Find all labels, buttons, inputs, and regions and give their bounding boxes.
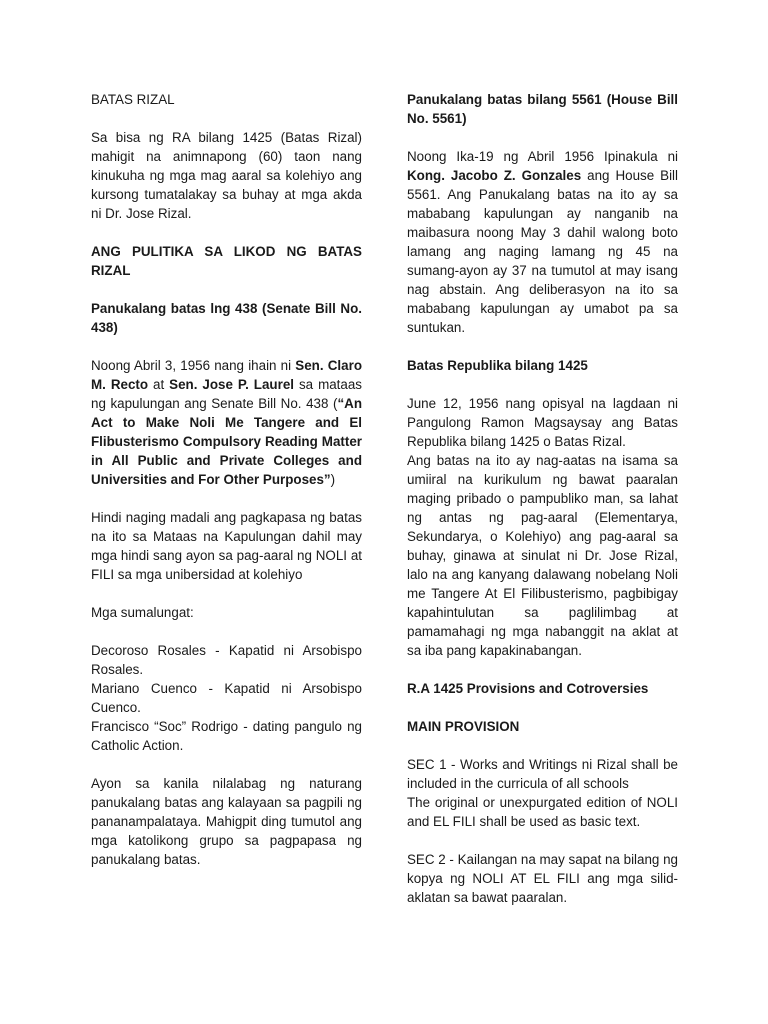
text-run: Noong Ika-19 ng Abril 1956 Ipinakula ni bbox=[407, 149, 678, 164]
heading-provisions: R.A 1425 Provisions and Cotroversies bbox=[407, 681, 649, 696]
section-1: SEC 1 - Works and Writings ni Rizal shall be included in the curricula of all schools bbox=[407, 757, 678, 791]
document-title: BATAS RIZAL bbox=[91, 92, 175, 107]
text-run: Noong Abril 3, 1956 nang ihain ni bbox=[91, 358, 296, 373]
heading-ra-1425: Batas Republika bilang 1425 bbox=[407, 358, 588, 373]
text-run: ) bbox=[330, 472, 336, 487]
heading-politics: ANG PULITIKA SA LIKOD NG BATAS RIZAL bbox=[91, 244, 362, 278]
name-recto: Sen. Claro M. Recto bbox=[91, 358, 362, 392]
section-2: SEC 2 - Kailangan na may sapat na bilang ng kopya ng NOLI AT EL FILI ang mga silid-aklatan sa bawat paaralan. bbox=[407, 852, 678, 905]
heading-main-provision: MAIN PROVISION bbox=[407, 719, 520, 734]
senate-bill-paragraph bbox=[91, 356, 362, 489]
act-title: “An Act to Make Noli Me Tangere and El Flibusterismo Compulsory Reading Matter in All Public and Private Colleges and Universities and For Other Purposes” bbox=[91, 396, 362, 487]
name-gonzales: Kong. Jacobo Z. Gonzales bbox=[407, 168, 582, 183]
left-column bbox=[91, 90, 362, 888]
difficulty-paragraph: Hindi naging madali ang pagkapasa ng batas na ito sa Mataas na Kapulungan dahil may mga hindi sang ayon sa pag-aaral ng NOLI at FILI sa mga unibersidad at kolehiyo bbox=[91, 510, 362, 582]
ra-content-paragraph: Ang batas na ito ay nag-aatas na isama sa umiiral na kurikulum ng bawat paaralan maging pribado o pampubliko man, sa lahat ng antas ng pag-aaral (Elementarya, Sekundarya, o Kolehiyo) ang pag-aaral sa buhay, ginawa at sinulat ni Dr. Jose Rizal, lalo na ang kanyang dalawang nobelang Noli me Tangere At El Filibusterismo, pagbibigay kapahintulutan sa paglilimbag at pamamahagi ng mga nabanggit na aklat at sa iba pang kapakinabangan. bbox=[407, 453, 678, 658]
house-bill-paragraph bbox=[407, 147, 678, 337]
heading-senate-bill-438: Panukalang batas lng 438 (Senate Bill No. 438) bbox=[91, 301, 362, 335]
section-1-basic-text: The original or unexpurgated edition of NOLI and EL FILI shall be used as basic text. bbox=[407, 795, 678, 829]
opponent-item: Mariano Cuenco - Kapatid ni Arsobispo Cuenco. bbox=[91, 681, 362, 715]
name-laurel: Sen. Jose P. Laurel bbox=[169, 377, 294, 392]
text-run: ang House Bill 5561. Ang Panukalang batas na ito ay sa mababang kapulungan ay nanganib na maibasura noong May 3 dahil walong boto lamang ang naging lamang ng 45 na sumang-ayon ay 37 na tumutol at may isang nag abstain. Ang deliberasyon na ito sa mababang kapulungan ay umabot pa sa suntukan. bbox=[407, 168, 678, 335]
opponents-label: Mga sumalungat: bbox=[91, 605, 194, 620]
text-run: sa mataas ng kapulungan ang Senate Bill No. 438 ( bbox=[91, 377, 362, 411]
text-run: at bbox=[148, 377, 170, 392]
intro-paragraph: Sa bisa ng RA bilang 1425 (Batas Rizal) mahigit na animnapong (60) taon nang kinukuha ng mga mag aaral sa kolehiyo ang kursong tumatalakay sa buhay at mga akda ni Dr. Jose Rizal. bbox=[91, 130, 362, 221]
right-column bbox=[407, 90, 678, 926]
opponent-item: Decoroso Rosales - Kapatid ni Arsobispo Rosales. bbox=[91, 643, 362, 677]
opponent-item: Francisco “Soc” Rodrigo - dating pangulo ng Catholic Action. bbox=[91, 719, 362, 753]
heading-house-bill-5561: Panukalang batas bilang 5561 (House Bill No. 5561) bbox=[407, 92, 678, 126]
objection-paragraph: Ayon sa kanila nilalabag ng naturang panukalang batas ang kalayaan sa pagpili ng pananampalataya. Mahigpit ding tumutol ang mga katolikong grupo sa pagpapasa ng panukalang batas. bbox=[91, 776, 362, 867]
ra-signing-paragraph: June 12, 1956 nang opisyal na lagdaan ni Pangulong Ramon Magsaysay ang Batas Republika bilang 1425 o Batas Rizal. bbox=[407, 396, 678, 449]
